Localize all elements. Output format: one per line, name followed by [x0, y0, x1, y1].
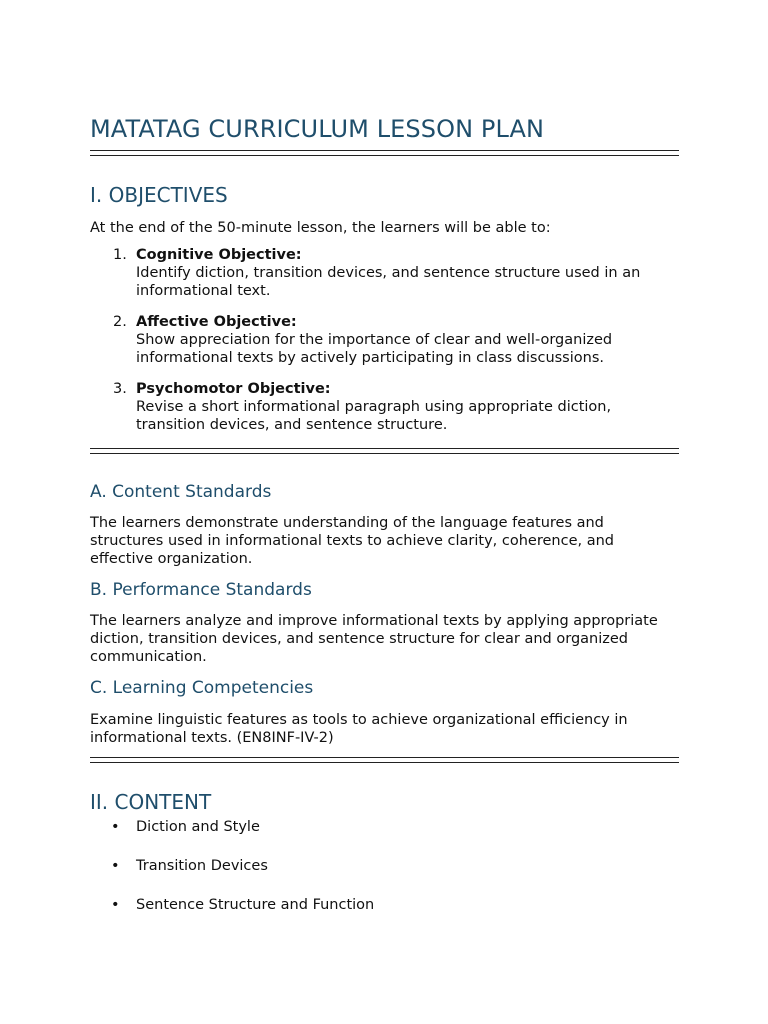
objective-item [90, 380, 679, 434]
content-item-text: Transition Devices [136, 858, 268, 874]
bullet-icon: • [111, 819, 120, 835]
objective-number: 2. [113, 314, 127, 330]
content-standards-heading: A. Content Standards [90, 482, 272, 502]
objective-item [90, 313, 679, 367]
content-list [90, 818, 679, 935]
objective-item [90, 246, 679, 300]
content-list-item [90, 896, 679, 914]
learning-competencies-text: Examine linguistic features as tools to achieve organizational efficiency in informational texts. (EN8INF-IV-2) [90, 712, 628, 746]
objectives-list [90, 246, 679, 447]
objective-label: Psychomotor Objective: [136, 381, 331, 397]
document-title: MATATAG CURRICULUM LESSON PLAN [90, 115, 545, 143]
performance-standards-text: The learners analyze and improve informational texts by applying appropriate diction, transition devices, and sentence structure for clear and organized communication. [90, 613, 658, 665]
learning-competencies-heading: C. Learning Competencies [90, 678, 314, 698]
content-standards-text: The learners demonstrate understanding of the language features and structures used in informational texts to achieve clarity, coherence, and effective organization. [90, 515, 614, 567]
content-list-item [90, 857, 679, 875]
title-divider [90, 150, 679, 156]
bullet-icon: • [111, 858, 120, 874]
content-heading: II. CONTENT [90, 790, 212, 814]
objective-label: Affective Objective: [136, 314, 297, 330]
content-list-item [90, 818, 679, 836]
objective-label: Cognitive Objective: [136, 247, 302, 263]
objectives-divider [90, 448, 679, 454]
objective-number: 3. [113, 381, 127, 397]
standards-divider [90, 757, 679, 763]
bullet-icon: • [111, 897, 120, 913]
objective-text: Revise a short informational paragraph using appropriate diction, transition devices, and sentence structure. [136, 399, 612, 433]
objective-text: Identify diction, transition devices, and sentence structure used in an informational text. [136, 265, 641, 299]
objective-number: 1. [113, 247, 127, 263]
performance-standards-heading: B. Performance Standards [90, 580, 312, 600]
objective-text: Show appreciation for the importance of clear and well-organized informational texts by actively participating in class discussions. [136, 332, 613, 366]
content-item-text: Diction and Style [136, 819, 260, 835]
objectives-intro: At the end of the 50-minute lesson, the learners will be able to: [90, 220, 551, 236]
content-item-text: Sentence Structure and Function [136, 897, 375, 913]
objectives-heading: I. OBJECTIVES [90, 183, 228, 207]
